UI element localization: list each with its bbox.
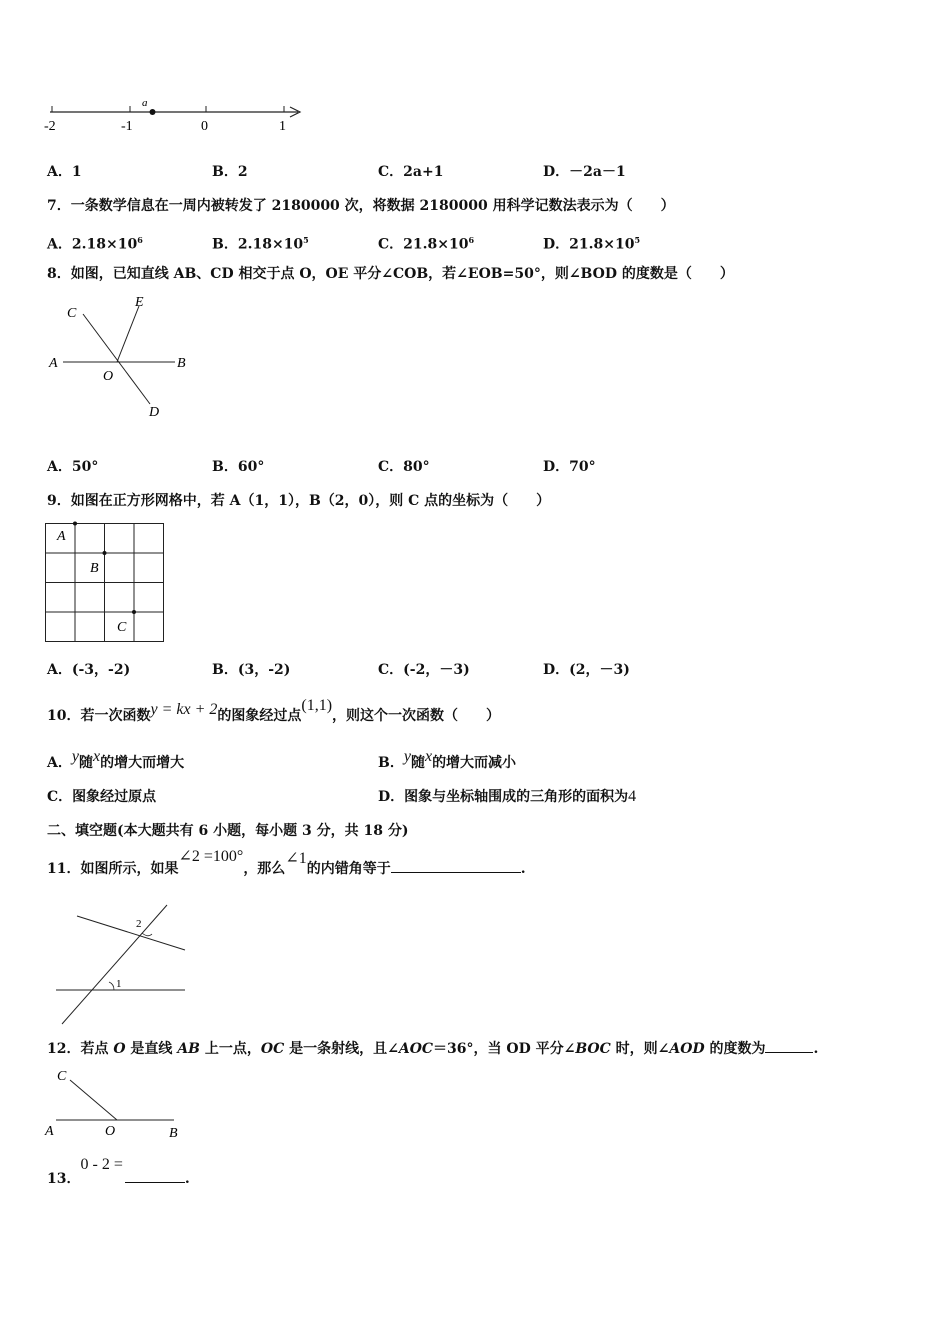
q6-option-a[interactable]: A．1 bbox=[47, 164, 82, 180]
q10-option-a[interactable]: A．y随x的增大而增大 bbox=[47, 748, 185, 771]
q13-expression: 0 - 2 = bbox=[80, 1156, 123, 1173]
q9-option-a[interactable]: A．(-3，-2) bbox=[47, 662, 131, 678]
q11-angle-2: ∠2 =100° bbox=[178, 848, 244, 865]
q12-answer-blank[interactable] bbox=[765, 1052, 813, 1053]
q13-stem: 13．0 - 2 =. bbox=[47, 1156, 190, 1187]
q8-label-o: O bbox=[103, 369, 114, 384]
q8-label-d: D bbox=[149, 405, 160, 420]
q10-function: y = kx + 2 bbox=[150, 701, 218, 718]
q12-stem: 12．若点 O 是直线 AB 上一点，OC 是一条射线，且∠AOC＝36°，当 OD 平分∠BOC 时，则∠AOD 的度数为 . bbox=[47, 1041, 819, 1057]
q12-label-c: C bbox=[57, 1069, 67, 1084]
q10-stem: 10．若一次函数y = kx + 2的图象经过点(1,1)，则这个一次函数（ ） bbox=[47, 697, 501, 724]
tick-label: -2 bbox=[44, 119, 56, 134]
q8-option-c[interactable]: C．80° bbox=[378, 459, 430, 475]
q10-option-d[interactable]: D．图象与坐标轴围成的三角形的面积为4 bbox=[378, 788, 637, 805]
q11-label-2: 2 bbox=[136, 918, 142, 930]
q12-label-o: O bbox=[105, 1124, 116, 1139]
q9-point-a bbox=[73, 522, 77, 526]
q9-label-c: C bbox=[117, 620, 127, 635]
q6-option-c[interactable]: C．2a+1 bbox=[378, 164, 444, 180]
number-line-figure bbox=[40, 95, 310, 140]
tick-label: 1 bbox=[279, 119, 286, 134]
q7-option-c[interactable]: C．$21.8\times 10^6$ bbox=[378, 235, 475, 253]
q11-stem: 11．如图所示，如果∠2 =100°，那么∠1的内错角等于 . bbox=[47, 848, 526, 877]
q9-stem: 9．如图在正方形网格中，若 A（1，1），B（2，0），则 C 点的坐标为（ ） bbox=[47, 493, 551, 509]
q10-option-c[interactable]: C．图象经过原点 bbox=[47, 789, 157, 805]
q8-option-d[interactable]: D．70° bbox=[543, 459, 596, 475]
tick-label: 0 bbox=[201, 119, 208, 134]
q8-option-a[interactable]: A．50° bbox=[47, 459, 99, 475]
q9-grid-figure bbox=[44, 521, 168, 645]
q12-label-a: A bbox=[45, 1124, 54, 1139]
q7-stem: 7．一条数学信息在一周内被转发了 2180000 次，将数据 2180000 用科学记数法表示为（ ） bbox=[47, 198, 675, 214]
q8-figure bbox=[45, 292, 205, 427]
q9-option-d[interactable]: D．(2，－3) bbox=[543, 662, 630, 678]
tick-label: -1 bbox=[121, 119, 133, 134]
q7-option-d[interactable]: D．$21.8\times 10^5$ bbox=[543, 235, 641, 253]
q8-label-a: A bbox=[49, 356, 58, 371]
q8-label-e: E bbox=[135, 295, 144, 310]
q8-label-c: C bbox=[67, 306, 77, 321]
q10-option-b[interactable]: B．y随x的增大而减小 bbox=[378, 748, 517, 771]
q7-option-a[interactable]: A．$2.18\times 10^6$ bbox=[47, 235, 143, 253]
q12-figure bbox=[42, 1063, 192, 1143]
q8-option-b[interactable]: B．60° bbox=[212, 459, 265, 475]
number-line-point-label: a bbox=[142, 97, 148, 109]
q11-angle-1: ∠1 bbox=[285, 850, 307, 867]
q11-label-1: 1 bbox=[116, 978, 122, 990]
section-2-title: 二、填空题(本大题共有 6 小题，每小题 3 分，共 18 分) bbox=[47, 823, 409, 839]
q12-label-b: B bbox=[169, 1126, 178, 1141]
q9-option-c[interactable]: C．(-2，－3) bbox=[378, 662, 470, 678]
number-line-point bbox=[150, 109, 156, 115]
q13-answer-blank[interactable] bbox=[125, 1182, 185, 1183]
q9-point-b bbox=[103, 551, 107, 555]
q6-option-d[interactable]: D．－2a－1 bbox=[543, 164, 626, 180]
q9-label-a: A bbox=[57, 529, 66, 544]
q11-figure bbox=[52, 900, 197, 1030]
q9-point-c bbox=[132, 610, 136, 614]
q8-label-b: B bbox=[177, 356, 186, 371]
q6-option-b[interactable]: B．2 bbox=[212, 164, 248, 180]
q9-option-b[interactable]: B．(3，-2) bbox=[212, 662, 291, 678]
q11-answer-blank[interactable] bbox=[391, 872, 521, 873]
q10-point: (1,1) bbox=[301, 697, 333, 714]
q8-stem: 8．如图，已知直线 AB、CD 相交于点 O，OE 平分∠COB，若∠EOB=50°，则∠BOD 的度数是（ ） bbox=[47, 266, 734, 282]
q9-label-b: B bbox=[90, 561, 99, 576]
q7-option-b[interactable]: B．$2.18\times 10^5$ bbox=[212, 235, 309, 253]
